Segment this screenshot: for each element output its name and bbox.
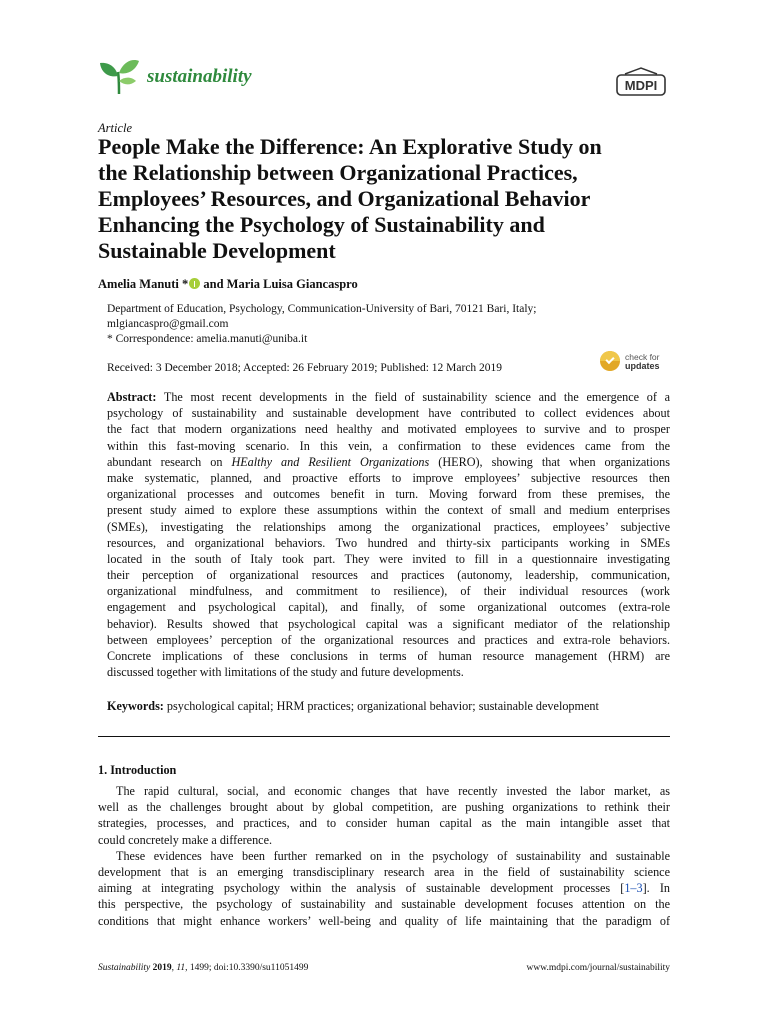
abstract-line: engagement and psychological capital), and finally, of some organizational outcomes (extra-role — [107, 600, 670, 615]
keywords-text: psychological capital; HRM practices; organizational behavior; sustainable development — [163, 699, 599, 713]
abstract-line: the fact that modern organizations need healthy and motivated employees to survive and to prosper — [107, 422, 670, 437]
author-maria-luisa-giancaspro[interactable]: and Maria Luisa Giancaspro — [200, 277, 358, 291]
footer-doi[interactable]: , 1499; doi:10.3390/su11051499 — [185, 963, 309, 973]
journal-name: sustainability — [147, 66, 252, 87]
abstract-line: organizational mindfulness, and commitment to resilience), of their individual resources (work — [107, 584, 670, 599]
abstract-line: organizational processes and outcomes benefit in turn. Moving forward from these premises, the — [107, 487, 670, 502]
footer-year: 2019 — [150, 963, 172, 973]
body-line — [98, 880, 670, 896]
abstract-line: Concrete implications of these conclusions in terms of human resource management (HRM) are — [107, 649, 670, 663]
section-heading-introduction: 1. Introduction — [98, 763, 177, 777]
abstract-line: behavior). Results showed that psychological capital was a significant mediator of the relationship — [107, 616, 670, 631]
mdpi-logo-icon — [613, 66, 669, 100]
check-updates-icon — [600, 351, 620, 371]
abstract-line: (SMEs), investigating the relationships among the organizational practices, employees’ subjective — [107, 519, 670, 534]
abstract-line: make systematic, planned, and proactive efforts to improve employees’ subjective resources then — [107, 470, 670, 485]
body-line: conditions that might enhance workers’ well-being and quality of life maintaining that the paradigm of — [98, 913, 670, 928]
introduction-body — [98, 783, 670, 929]
author-list — [98, 277, 358, 292]
footer-journal-url[interactable]: www.mdpi.com/journal/sustainability — [526, 963, 670, 973]
affiliation: Department of Education, Psychology, Communication-University of Bari, 70121 Bari, Italy; — [107, 303, 537, 315]
publication-dates: Received: 3 December 2018; Accepted: 26 February 2019; Published: 12 March 2019 — [107, 362, 503, 374]
updates-label: updates — [625, 361, 660, 371]
abstract-text: (HERO), showing that when organizations — [429, 454, 670, 469]
check-for-updates-badge[interactable] — [600, 350, 670, 374]
abstract-line — [107, 454, 670, 470]
body-text: ]. In — [642, 881, 670, 896]
body-line: could concretely make a difference. — [98, 832, 273, 847]
author-amelia-manuti[interactable]: Amelia Manuti * — [98, 277, 189, 291]
footer-volume: , 11 — [171, 963, 186, 973]
title-line: Enhancing the Psychology of Sustainability and — [98, 212, 545, 237]
keywords — [107, 699, 599, 714]
citation-link[interactable]: 1–3 — [624, 881, 643, 896]
abstract-label: Abstract: — [107, 390, 157, 404]
abstract-line: their perception of organizational resources and practices (autonomy, leadership, communication, — [107, 568, 670, 583]
abstract — [107, 389, 670, 680]
footer-citation — [98, 963, 308, 973]
footer-journal: Sustainability — [98, 963, 151, 973]
abstract-line: within this fast-moving scenario. In this vein, a confirmation to these evidences came from the — [107, 438, 670, 453]
article-type: Article — [98, 121, 133, 135]
abstract-line: located in the south of Italy took part. They were invited to fill in a questionnaire investigating — [107, 551, 670, 566]
abstract-term-hero: HEalthy and Resilient Organizations — [231, 454, 430, 469]
article-title — [98, 134, 688, 264]
correspondence[interactable]: * Correspondence: amelia.manuti@uniba.it — [107, 333, 308, 345]
body-text: aiming at integrating psychology within the analysis of sustainable development processes [ — [98, 881, 625, 896]
body-line: this perspective, the psychology of sustainability and sustainable development focuses attention on the — [98, 897, 670, 912]
abstract-text: The most recent developments in the field of sustainability science and the emergence of a — [156, 390, 670, 404]
body-line: development that is an emerging transdisciplinary research area in the field of sustainability science — [98, 864, 670, 879]
journal-logo-icon — [98, 56, 140, 96]
abstract-line — [107, 389, 670, 405]
mdpi-logo-text: MDPI — [624, 78, 658, 93]
author-email[interactable]: mlgiancaspro@gmail.com — [107, 318, 229, 330]
orcid-icon[interactable] — [189, 278, 200, 289]
title-line: Employees’ Resources, and Organizational Behavior — [98, 186, 591, 211]
body-line: strategies, processes, and practices, and to consider human capital as the main intangible asset that — [98, 816, 670, 831]
abstract-line: psychology of sustainability and sustainable development have contributed to collect evidences about — [107, 406, 670, 421]
abstract-line: between employees’ perception of the organizational resources and practices and extra-role behaviors. — [107, 632, 670, 647]
title-line: People Make the Difference: An Explorative Study on — [98, 134, 602, 159]
title-line: the Relationship between Organizational Practices, — [98, 160, 578, 185]
abstract-text: abundant research on — [107, 454, 232, 469]
abstract-line: discussed together with limitations of the study and future developments. — [107, 665, 464, 680]
body-line: well as the challenges brought about by global competition, are pushing organizations to rethink their — [98, 800, 670, 815]
body-line: The rapid cultural, social, and economic changes that have recently invested the labor market, as — [116, 784, 670, 798]
abstract-line: resources, and organizational behaviors. Two hundred and thirty-six participants working in SMEs — [107, 535, 670, 550]
section-divider — [98, 736, 670, 737]
body-line: These evidences have been further remarked on in the psychology of sustainability and sustainable — [116, 848, 670, 863]
keywords-label: Keywords: — [107, 699, 164, 713]
abstract-line: present study aimed to explore these assumptions within the context of small and medium enterprises — [107, 503, 670, 518]
check-for-label: check for — [625, 352, 660, 362]
title-line: Sustainable Development — [98, 238, 336, 263]
